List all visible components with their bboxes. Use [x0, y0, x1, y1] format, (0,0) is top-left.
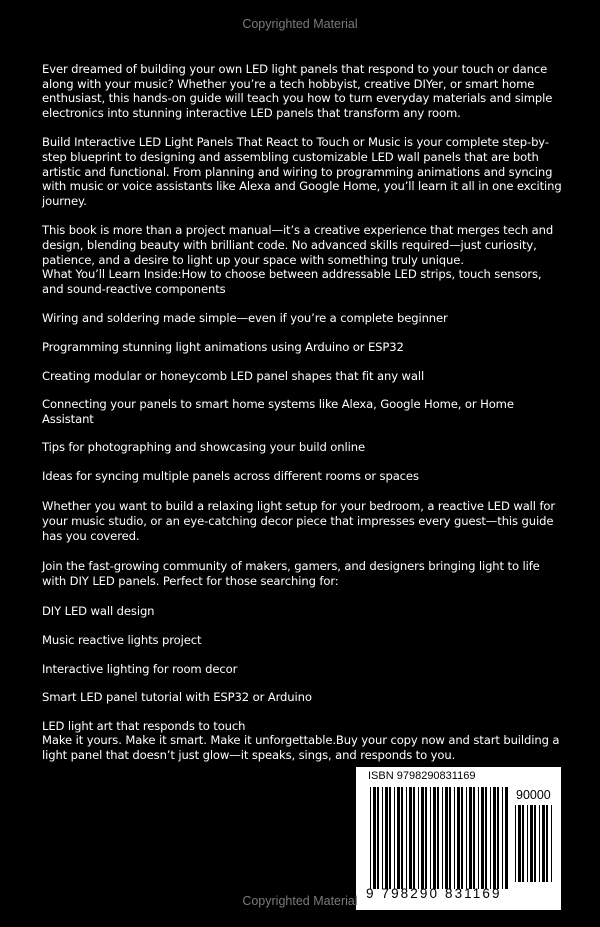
barcode-bar	[397, 787, 400, 889]
search-term-smart-led-tutorial: Smart LED panel tutorial with ESP32 or Arduino	[42, 690, 312, 705]
barcode-bar	[430, 787, 431, 889]
barcode-bar	[481, 787, 484, 889]
barcode-bar	[421, 787, 424, 889]
intro-paragraph: Ever dreamed of building your own LED light panels that respond to your touch or dance along with your music? Whether you’re a tech hobbyist, creative DIYer, or smart home enthusiast, this hands-on guide will teach you how to turn everyday materials and simple electronics into stunning interactive LED panels that transform any room.	[42, 62, 553, 120]
barcode-bar	[425, 787, 427, 889]
community-paragraph: Join the fast-growing community of makers, gamers, and designers bringing light to life with DIY LED panels. Perfect for those searching for:	[42, 559, 540, 588]
copyright-watermark-bottom: Copyrighted Material	[242, 894, 358, 908]
barcode-bar	[433, 787, 436, 889]
barcode-bar	[445, 787, 448, 889]
barcode-bar	[466, 787, 467, 889]
barcode-bar	[497, 787, 499, 889]
barcode-bar	[382, 787, 383, 889]
barcode-bar	[442, 787, 443, 889]
barcode-bar	[413, 787, 415, 889]
barcode-bar	[551, 805, 552, 882]
barcode-bar	[505, 787, 508, 889]
barcode-bar	[457, 787, 460, 889]
search-term-diy-wall: DIY LED wall design	[42, 604, 155, 619]
barcode-bar	[515, 805, 516, 882]
back-cover-description	[42, 62, 562, 763]
barcode-bar	[534, 805, 536, 882]
barcode-bar	[409, 787, 412, 889]
barcode-bar	[527, 805, 528, 882]
audience-paragraph: Whether you want to build a relaxing light setup for your bedroom, a reactive LED wall for your music studio, or an eye-catching decor piece that impresses every guest—this guide has you covered.	[42, 499, 556, 543]
barcode-bar	[539, 805, 540, 882]
barcode-bar	[385, 787, 388, 889]
learn-inside-heading: What You’ll Learn Inside:How to choose between addressable LED strips, touch sensors, and sound-reactive components	[42, 267, 542, 296]
barcode-bar	[454, 787, 455, 889]
barcode-bar	[546, 805, 548, 882]
learn-item-syncing: Ideas for syncing multiple panels across different rooms or spaces	[42, 468, 419, 483]
search-term-led-art: LED light art that responds to touch	[42, 718, 246, 733]
search-term-interactive-lighting: Interactive lighting for room decor	[42, 661, 238, 676]
barcode-bar	[493, 787, 496, 889]
barcode-bar	[401, 787, 403, 889]
barcode-bar	[418, 787, 419, 889]
barcode-bar	[377, 787, 379, 889]
barcode-bar	[478, 787, 479, 889]
barcode-bar	[449, 787, 451, 889]
copyright-watermark-top: Copyrighted Material	[242, 17, 358, 31]
call-to-action: Make it yours. Make it smart. Make it unforgettable.Buy your copy now and start building a light panel that doesn’t just glow—it speaks, sings, and responds to you.	[42, 733, 560, 762]
price-code: 90000	[516, 788, 551, 802]
barcode-bar	[437, 787, 439, 889]
learn-item-wiring: Wiring and soldering made simple—even if you’re a complete beginner	[42, 311, 448, 326]
barcode-bar	[461, 787, 463, 889]
barcode-bar	[530, 805, 533, 882]
barcode-bar	[522, 805, 524, 882]
search-term-music-reactive: Music reactive lights project	[42, 633, 202, 648]
learn-item-programming: Programming stunning light animations using Arduino or ESP32	[42, 339, 404, 354]
barcode-bar	[406, 787, 407, 889]
barcode-bar	[473, 787, 475, 889]
barcode-bar	[518, 805, 521, 882]
book-summary-paragraph: Build Interactive LED Light Panels That React to Touch or Music is your complete step-by-step blueprint to designing and assembling customizable LED wall panels that are both artistic and functional. From planning and wiring to programming animations and syncing with music or voice assistants like Alexa and Google Home, you’ll learn it all in one exciting journey.	[42, 135, 562, 208]
barcode-bar	[502, 787, 503, 889]
isbn-label: ISBN 9798290831169	[368, 770, 476, 782]
barcode-bar	[394, 787, 395, 889]
learn-item-photographing: Tips for photographing and showcasing your build online	[42, 440, 365, 455]
barcode-bar	[485, 787, 487, 889]
learn-item-smart-home: Connecting your panels to smart home systems like Alexa, Google Home, or Home Assistant	[42, 397, 514, 426]
barcode-bar	[370, 787, 371, 889]
barcode-bar	[373, 787, 376, 889]
isbn-digits: 9 798290 831169	[366, 886, 502, 901]
barcode-bar	[490, 787, 491, 889]
barcode-bar	[542, 805, 545, 882]
learn-item-modular-shapes: Creating modular or honeycomb LED panel shapes that fit any wall	[42, 368, 425, 383]
isbn-barcode	[356, 767, 561, 910]
barcode-bar	[389, 787, 391, 889]
barcode-bar	[469, 787, 472, 889]
book-experience-paragraph: This book is more than a project manual—it’s a creative experience that merges tech and design, blending beauty with brilliant code. No advanced skills required—just curiosity, patience, and a desire to light up your space with something truly unique.	[42, 223, 554, 267]
